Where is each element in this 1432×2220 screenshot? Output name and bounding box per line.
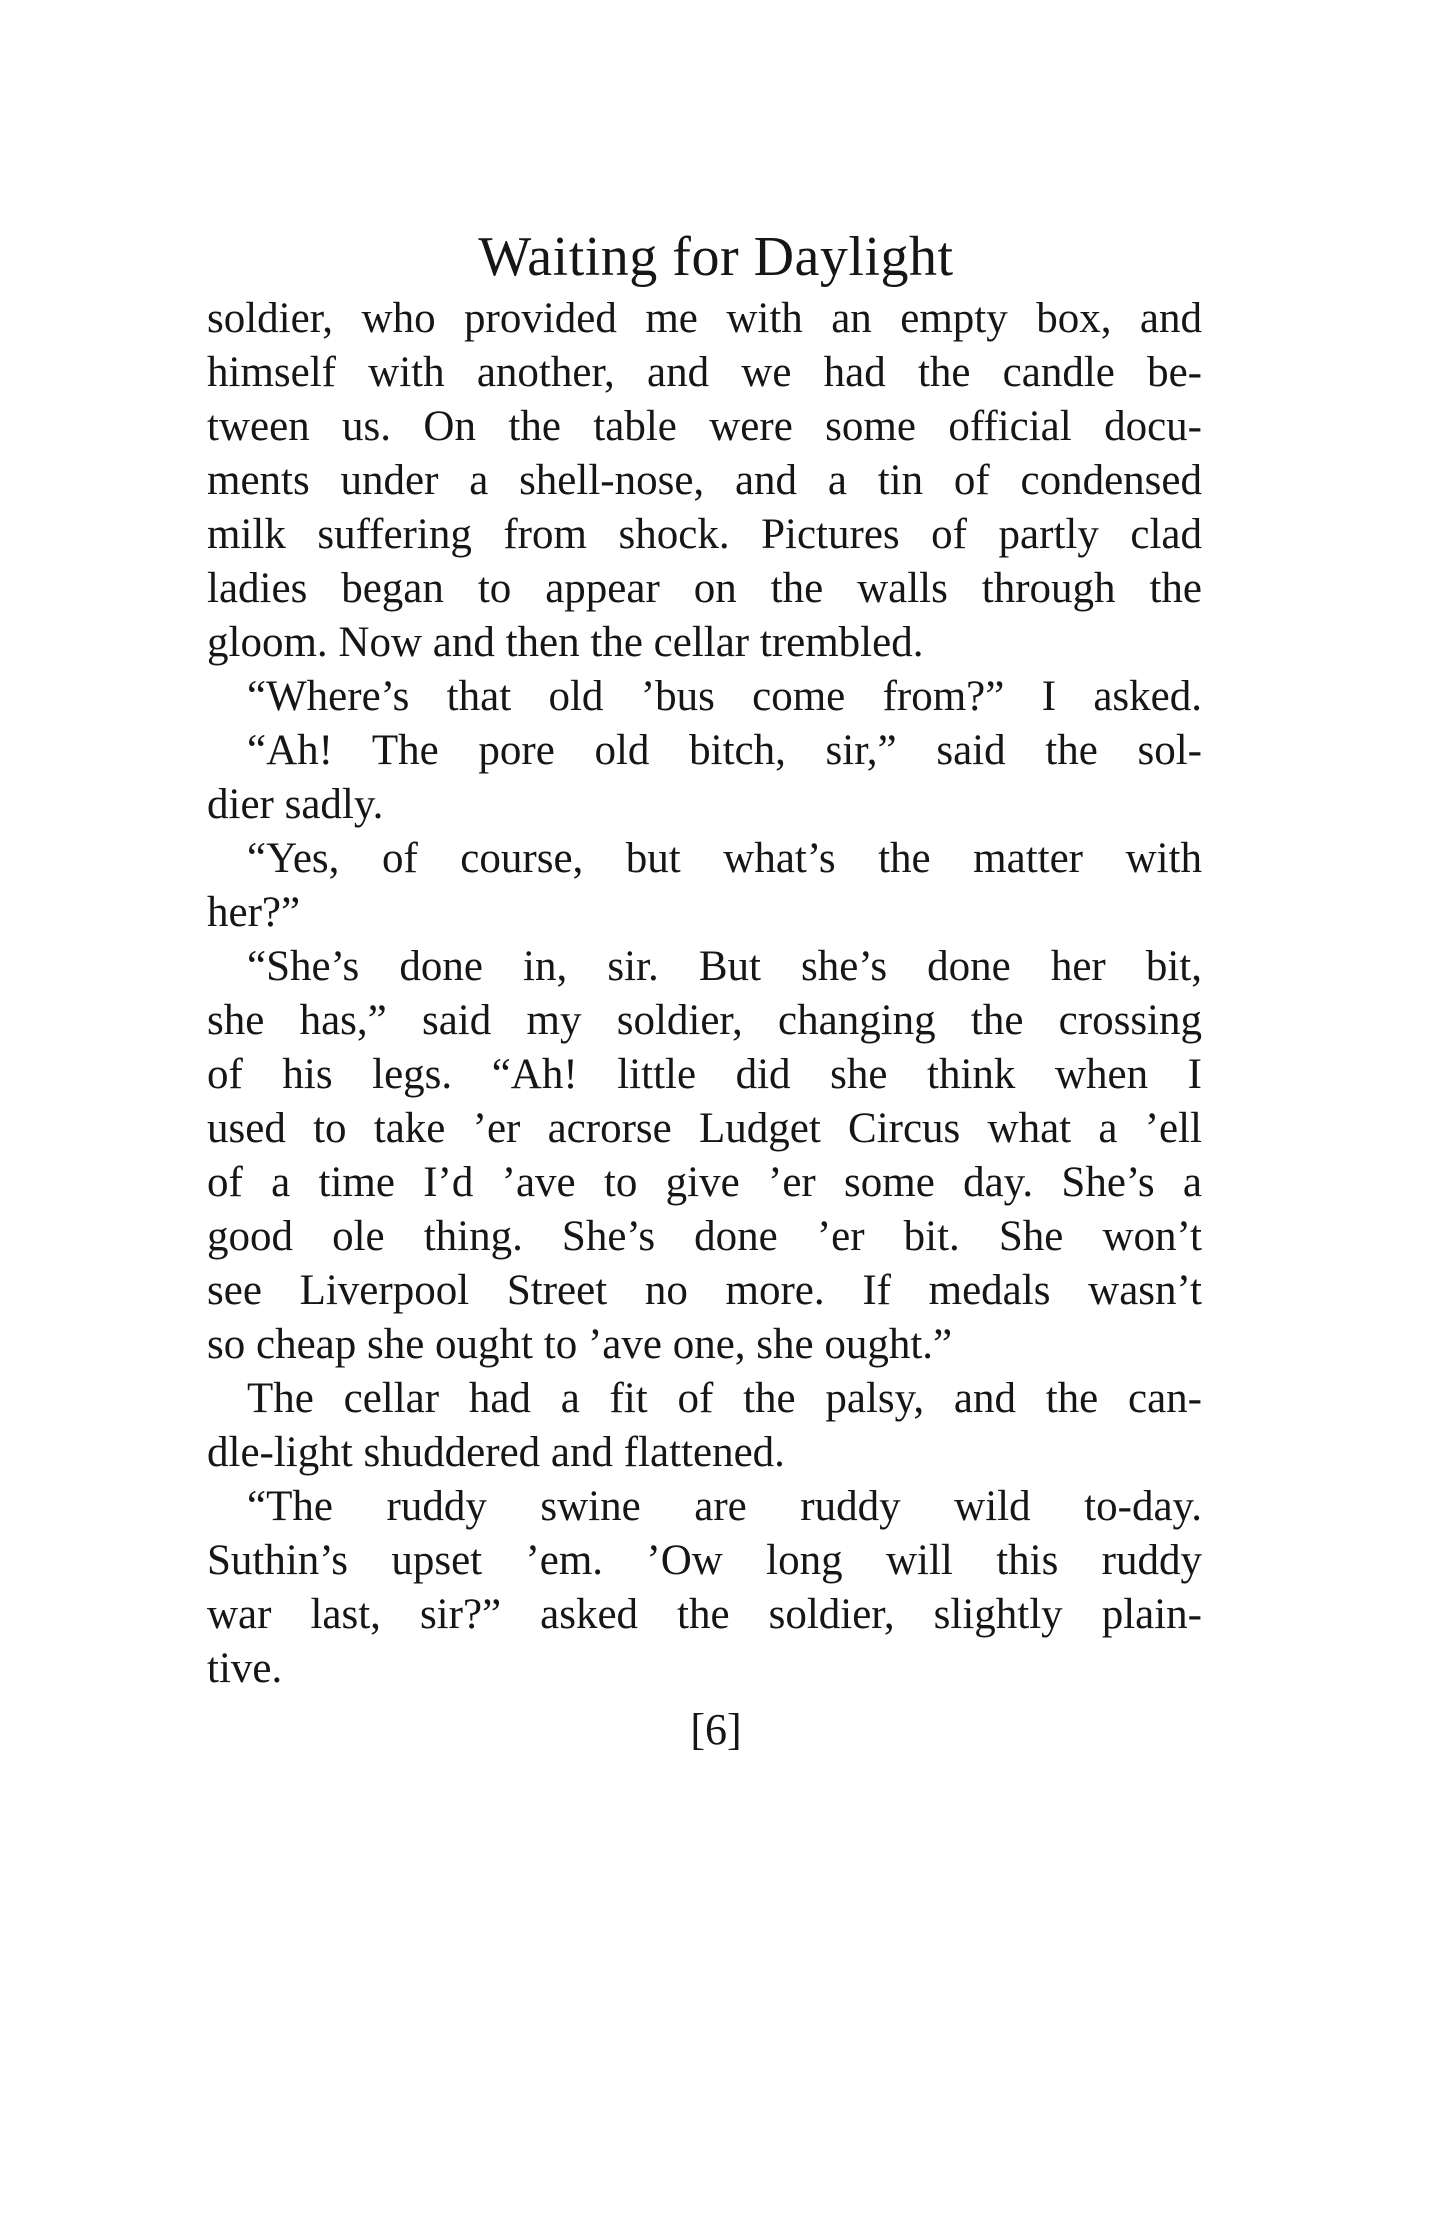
text-line: The cellar had a fit of the palsy, and the can- bbox=[247, 1375, 1202, 1422]
text-line: “Ah! The pore old bitch, sir,” said the sol- bbox=[247, 727, 1202, 774]
text-line: milk suffering from shock. Pictures of partly clad bbox=[207, 511, 1202, 558]
text-line: of his legs. “Ah! little did she think when I bbox=[207, 1051, 1202, 1098]
page-number: [6] bbox=[690, 1705, 742, 1754]
text-line: gloom. Now and then the cellar trembled. bbox=[207, 619, 924, 666]
text-line: tive. bbox=[207, 1645, 283, 1692]
running-head: Waiting for Daylight bbox=[478, 226, 954, 288]
text-line: tween us. On the table were some official docu- bbox=[207, 403, 1202, 450]
text-line: “She’s done in, sir. But she’s done her bit, bbox=[247, 943, 1202, 990]
text-line: she has,” said my soldier, changing the crossing bbox=[207, 997, 1202, 1044]
text-line: “The ruddy swine are ruddy wild to-day. bbox=[247, 1483, 1202, 1530]
text-line: “Yes, of course, but what’s the matter with bbox=[247, 835, 1202, 882]
text-line: war last, sir?” asked the soldier, slightly plain- bbox=[207, 1591, 1202, 1638]
text-line: used to take ’er acrorse Ludget Circus what a ’ell bbox=[207, 1105, 1202, 1152]
text-line: dier sadly. bbox=[207, 781, 384, 828]
text-line: good ole thing. She’s done ’er bit. She won’t bbox=[207, 1213, 1202, 1260]
text-line: dle-light shuddered and flattened. bbox=[207, 1429, 785, 1476]
text-line: so cheap she ought to ’ave one, she ought.” bbox=[207, 1321, 953, 1368]
text-line: “Where’s that old ’bus come from?” I asked. bbox=[247, 673, 1202, 720]
text-line: ladies began to appear on the walls through the bbox=[207, 565, 1202, 612]
body-text bbox=[207, 292, 1202, 1696]
text-line: of a time I’d ’ave to give ’er some day. She’s a bbox=[207, 1159, 1202, 1206]
text-line: soldier, who provided me with an empty box, and bbox=[207, 295, 1202, 342]
text-line: Suthin’s upset ’em. ’Ow long will this ruddy bbox=[207, 1537, 1202, 1584]
text-line: ments under a shell-nose, and a tin of condensed bbox=[207, 457, 1202, 504]
text-line: himself with another, and we had the candle be- bbox=[207, 349, 1202, 396]
text-line: see Liverpool Street no more. If medals wasn’t bbox=[207, 1267, 1202, 1314]
text-line: her?” bbox=[207, 889, 301, 936]
